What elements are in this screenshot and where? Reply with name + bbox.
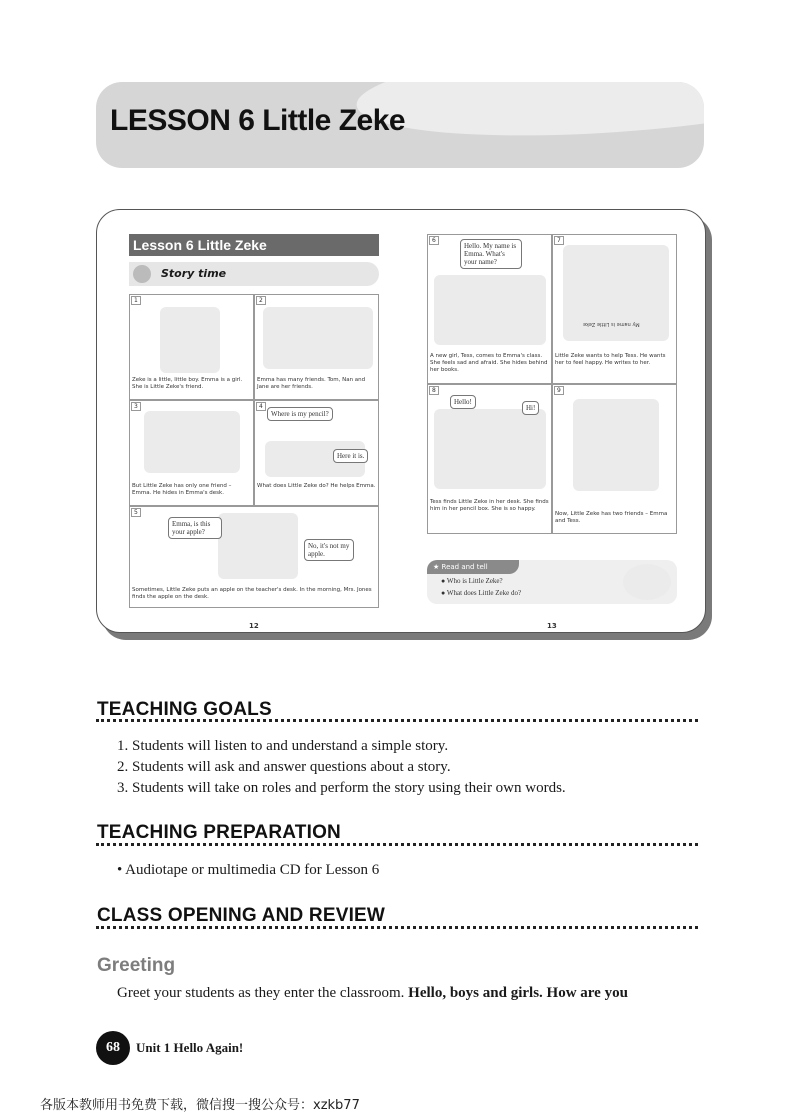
read-and-tell-label: ★ Read and tell bbox=[427, 560, 519, 574]
panel-number: 4 bbox=[256, 402, 266, 411]
illustration-zeke-at-desk bbox=[160, 307, 220, 373]
download-watermark: 各版本教师用书免费下载，微信搜一搜公众号：xzkb77 bbox=[40, 1098, 360, 1113]
story-panel-4 bbox=[254, 400, 379, 506]
illustration-classroom-friends bbox=[263, 307, 373, 369]
panel-caption: Little Zeke wants to help Tess. He wants her to feel happy. He writes to her. bbox=[555, 353, 666, 366]
panel-caption: Zeke is a little, little boy. Emma is a girl. She is Little Zeke's friend. bbox=[132, 377, 243, 390]
story-panel-9 bbox=[552, 384, 677, 534]
teaching-goals-heading: TEACHING GOALS bbox=[97, 699, 272, 720]
unit-label: Unit 1 Hello Again! bbox=[136, 1040, 244, 1055]
speech-bubble: Hello! bbox=[450, 395, 476, 409]
illustration-tess-finds-zeke bbox=[434, 409, 546, 489]
panel-number: 7 bbox=[554, 236, 564, 245]
lesson-title-banner bbox=[96, 82, 704, 168]
story-panel-7 bbox=[552, 234, 677, 384]
greeting-paragraph: Greet your students as they enter the classroom. Hello, boys and girls. How are you bbox=[117, 985, 628, 1001]
panel-caption: What does Little Zeke do? He helps Emma. bbox=[257, 483, 376, 489]
illustration-emma-meets-tess bbox=[434, 275, 546, 345]
story-panel-8 bbox=[427, 384, 552, 534]
panel-number: 2 bbox=[256, 296, 266, 305]
goal-item: 2. Students will ask and answer questions about a story. bbox=[117, 759, 451, 775]
book-page-number-left: 12 bbox=[249, 622, 259, 630]
speech-bubble: Where is my pencil? bbox=[267, 407, 333, 421]
page-number-badge: 68 bbox=[96, 1031, 130, 1065]
panel-number: 3 bbox=[131, 402, 141, 411]
goal-item: 1. Students will listen to and understand a simple story. bbox=[117, 738, 449, 754]
panel-caption: A new girl, Tess, comes to Emma's class. She feels sad and afraid. She hides behind her books. bbox=[430, 353, 548, 373]
story-panel-5 bbox=[129, 506, 379, 608]
book-spread bbox=[96, 209, 706, 633]
panel-number: 6 bbox=[429, 236, 439, 245]
panel-caption: Tess finds Little Zeke in her desk. She finds him in her pencil box. She is so happy. bbox=[430, 499, 549, 512]
panel-caption: Sometimes, Little Zeke puts an apple on the teacher's desk. In the morning, Mrs. Jones finds the apple on the desk. bbox=[132, 587, 372, 600]
story-time-label: Story time bbox=[161, 267, 227, 280]
class-opening-heading: CLASS OPENING AND REVIEW bbox=[97, 905, 386, 926]
speech-bubble: Hi! bbox=[522, 401, 539, 415]
story-panel-3 bbox=[129, 400, 254, 506]
illustration-teacher-apple bbox=[218, 513, 298, 579]
lesson-title: LESSON 6 Little Zeke bbox=[110, 104, 406, 137]
section-divider bbox=[96, 926, 698, 929]
banner-swoosh bbox=[353, 82, 704, 150]
book-page-left bbox=[129, 232, 381, 630]
story-panel-2 bbox=[254, 294, 379, 400]
speech-bubble: No, it's not my apple. bbox=[304, 539, 354, 561]
book-page-right bbox=[427, 232, 679, 630]
panel-caption: But Little Zeke has only one friend – Emma. He hides in Emma's desk. bbox=[132, 483, 232, 496]
read-and-tell-question: ● What does Little Zeke do? bbox=[441, 589, 522, 597]
speech-bubble: Emma, is this your apple? bbox=[168, 517, 222, 539]
speech-bubble: Hello. My name is Emma. What's your name? bbox=[460, 239, 522, 269]
read-and-tell-box bbox=[427, 560, 677, 604]
panel-number: 1 bbox=[131, 296, 141, 305]
note-paper-text: My name is Little Zeke bbox=[583, 321, 640, 327]
story-time-icon bbox=[133, 265, 151, 283]
panel-number: 5 bbox=[131, 508, 141, 517]
panel-number: 8 bbox=[429, 386, 439, 395]
read-and-tell-question: ● Who is Little Zeke? bbox=[441, 577, 503, 585]
story-panel-1 bbox=[129, 294, 254, 400]
panel-caption: Now, Little Zeke has two friends – Emma and Tess. bbox=[555, 511, 668, 524]
greeting-subheading: Greeting bbox=[97, 955, 176, 976]
book-lesson-bar: Lesson 6 Little Zeke bbox=[129, 234, 379, 256]
panel-caption: Emma has many friends. Tom, Nan and Jane are her friends. bbox=[257, 377, 366, 390]
story-time-tag bbox=[129, 262, 379, 286]
goal-item: 3. Students will take on roles and perform the story using their own words. bbox=[117, 780, 566, 796]
section-divider bbox=[96, 719, 698, 722]
panel-number: 9 bbox=[554, 386, 564, 395]
illustration-desks bbox=[144, 411, 240, 473]
speech-bubble: Here it is. bbox=[333, 449, 368, 463]
preparation-item: • Audiotape or multimedia CD for Lesson 6 bbox=[117, 862, 380, 878]
section-divider bbox=[96, 843, 698, 846]
story-panel-6 bbox=[427, 234, 552, 384]
illustration-emma-and-tess bbox=[573, 399, 659, 491]
book-page-number-right: 13 bbox=[547, 622, 557, 630]
teaching-preparation-heading: TEACHING PREPARATION bbox=[97, 822, 341, 843]
illustration-zeke-mascot bbox=[623, 564, 671, 600]
